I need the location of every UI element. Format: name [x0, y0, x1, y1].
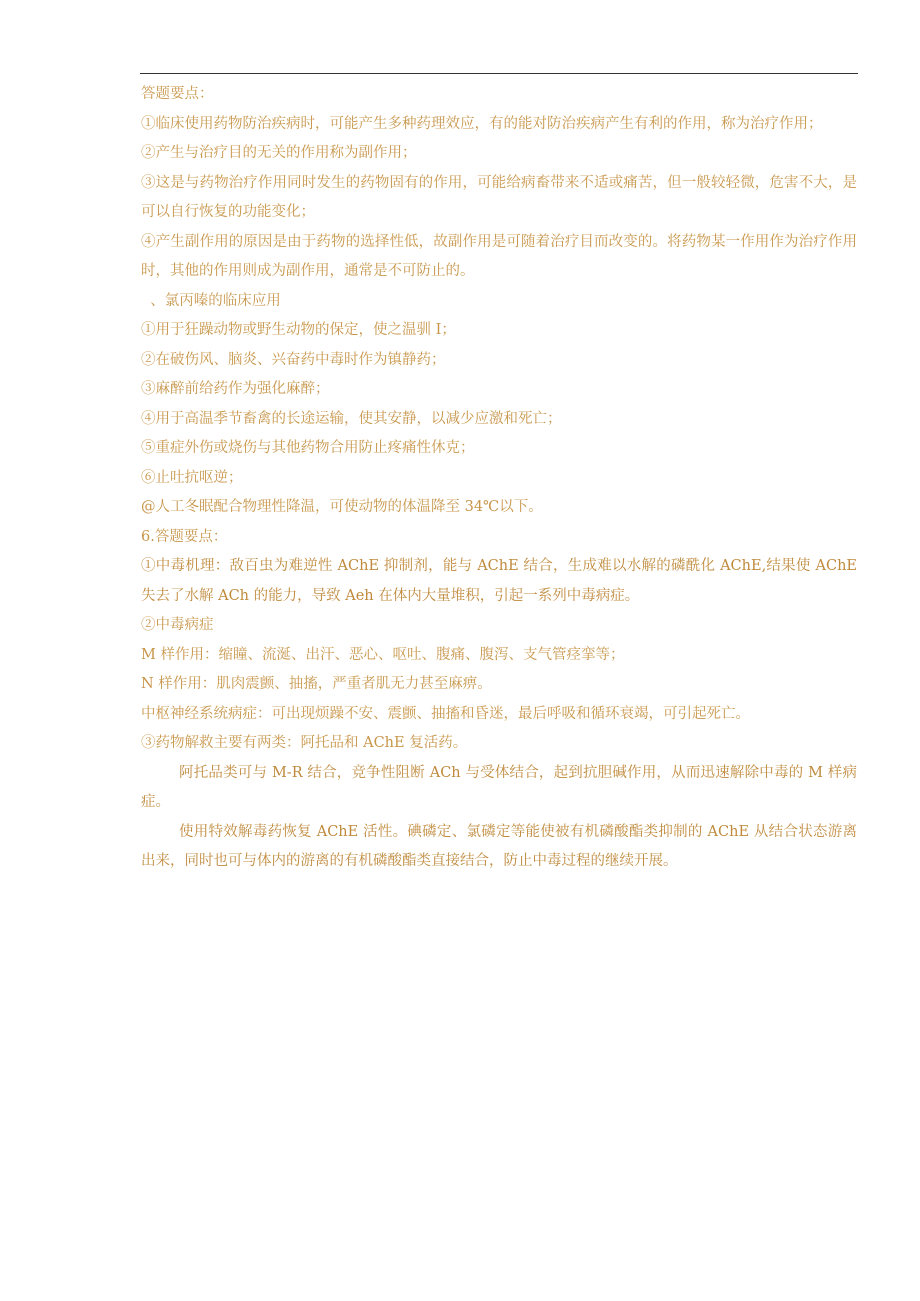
- n-like-effects: N 样作用：肌肉震颤、抽搐，严重者肌无力甚至麻痹。: [141, 676, 492, 692]
- m-like-effects: M 样作用：缩瞳、流涎、出汗、恶心、呕吐、腹痛、腹泻、支气管痉挛等；: [141, 646, 625, 663]
- answer-points-heading: 答题要点：: [141, 86, 214, 102]
- question-6-heading: 6.答题要点：: [141, 528, 228, 545]
- header-rule: [140, 73, 858, 74]
- use-item-3: ③麻醉前给药作为强化麻醉；: [141, 381, 330, 397]
- poisoning-mechanism: ①中毒机理：敌百虫为难逆性 AChE 抑制剂，能与 AChE 结合，生成难以水解的磷酰化 AChE,结果使 AChE 失去了水解 ACh 的能力，导致 Aeh 在体内大量堆积，引起一系列中毒病症。: [141, 558, 857, 604]
- reactivator-paragraph: 使用特效解毒药恢复 AChE 活性。碘磷定、氯磷定等能使被有机磷酸酯类抑制的 AChE 从结合状态游离出来，同时也可与体内的游离的有机磷酸酯类直接结合，防止中毒过程的继续开展。: [141, 823, 857, 869]
- chlorpromazine-heading: 、氯丙嗪的临床应用: [141, 292, 281, 309]
- cns-symptoms: 中枢神经系统病症：可出现烦躁不安、震颤、抽搐和昏迷，最后呼吸和循环衰竭，可引起死亡。: [141, 705, 750, 722]
- use-item-1: ①用于狂躁动物或野生动物的保定，使之温驯 I；: [141, 322, 456, 338]
- paragraph-therapeutic-effect: ①临床使用药物防治疾病时，可能产生多种药理效应，有的能对防治疾病产生有利的作用，称为治疗作用；: [141, 115, 823, 132]
- use-item-4: ④用于高温季节畜禽的长途运输，使其安静，以减少应激和死亡；: [141, 410, 562, 427]
- atropine-paragraph: 阿托品类可与 M-R 结合，竞争性阻断 ACh 与受体结合，起到抗胆碱作用，从而迅速解除中毒的 M 样病症。: [141, 764, 857, 810]
- antidote-heading: ③药物解救主要有两类：阿托品和 AChE 复活药。: [141, 735, 468, 751]
- document-body: [141, 80, 857, 877]
- use-item-5: ⑤重症外伤或烧伤与其他药物合用防止疼痛性休克；: [141, 440, 475, 456]
- use-item-7: @人工冬眠配合物理性降温，可使动物的体温降至 34℃以下。: [141, 499, 543, 515]
- paragraph-side-effect-cause: ④产生副作用的原因是由于药物的选择性低，故副作用是可随着治疗目而改变的。将药物某一作用作为治疗作用时，其他的作用则成为副作用，通常是不可防止的。: [141, 233, 857, 279]
- paragraph-side-effect-definition: ②产生与治疗目的无关的作用称为副作用；: [141, 145, 417, 161]
- use-item-6: ⑥止吐抗呕逆；: [141, 469, 243, 486]
- paragraph-side-effect-nature: ③这是与药物治疗作用同时发生的药物固有的作用，可能给病畜带来不适或痛苦，但一般较轻微，危害不大，是可以自行恢复的功能变化；: [141, 174, 857, 220]
- use-item-2: ②在破伤风、脑炎、兴奋药中毒时作为镇静药；: [141, 351, 446, 368]
- poisoning-symptoms-heading: ②中毒病症: [141, 617, 214, 633]
